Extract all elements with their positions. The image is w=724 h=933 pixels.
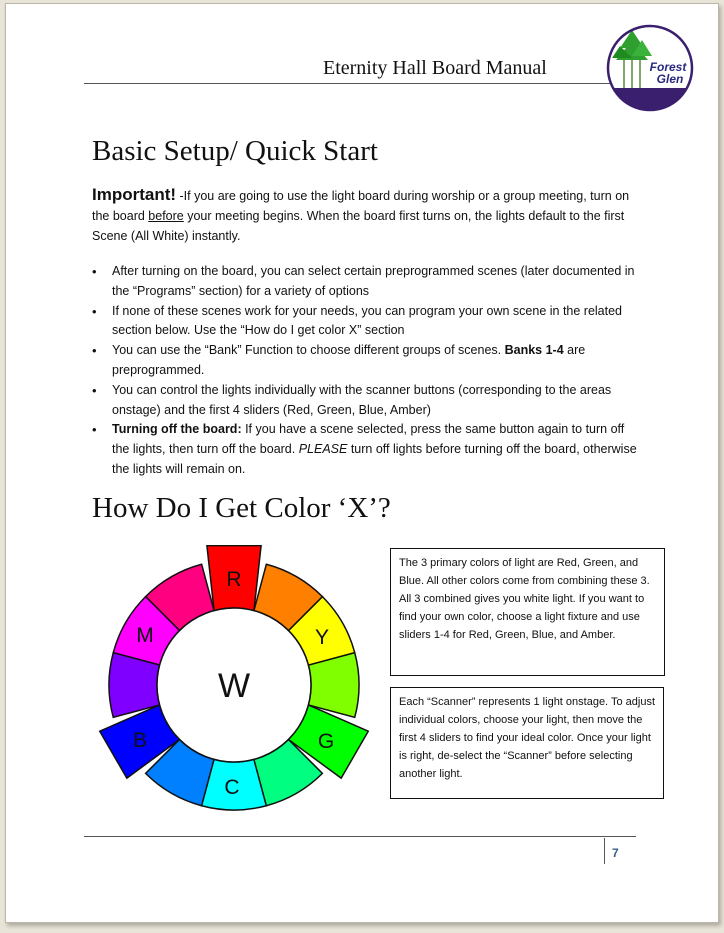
bullet-text: turn off lights before turning off the board, otherwise the lights will remain on. <box>112 442 637 476</box>
wheel-label-blue: B <box>132 729 148 752</box>
bullet-text: If none of these scenes work for your needs, you can program your own scene in the related section below. Use the “How do I get color X” section <box>112 303 623 338</box>
footer-divider <box>604 838 605 864</box>
list-item <box>92 302 637 342</box>
important-paragraph <box>92 185 642 246</box>
section-heading-basic-setup: Basic Setup/ Quick Start <box>92 135 378 167</box>
list-item <box>92 262 637 302</box>
wheel-label-red: R <box>226 568 242 591</box>
list-item <box>92 420 637 479</box>
logo-text-glen: Glen <box>656 72 684 86</box>
list-item <box>92 341 637 381</box>
bullet-text: are preprogrammed. <box>112 343 586 377</box>
important-lead: Important! <box>92 185 177 204</box>
primary-colors-info-box <box>390 548 665 676</box>
bullet-text: After turning on the board, you can select certain preprogrammed scenes (later documented in the “Programs” section) for a variety of options <box>112 264 635 298</box>
important-text-a: -If you are going to use the light board during worship or a group meeting, turn on the board <box>92 189 630 223</box>
scanner-text: Each “Scanner” represents 1 light onstage. To adjust individual colors, choose your light, then move the first 4 sliders to find your ideal color. Once your light is right, de-select the “Scanner” before selecting another light. <box>399 696 656 780</box>
bullet-bold-text: Turning off the board: <box>112 422 242 437</box>
wheel-label-yellow: Y <box>314 626 330 649</box>
scanner-info-box <box>390 687 664 799</box>
color-wheel <box>95 545 375 815</box>
wheel-label-magenta: M <box>136 624 154 647</box>
wheel-label-cyan: C <box>224 776 240 799</box>
list-item <box>92 381 637 421</box>
forest-glen-logo <box>606 24 694 112</box>
logo-text-forest: Forest <box>649 60 687 74</box>
important-text-b: your meeting begins. When the board first turns on, the lights default to the first Scene (All White) instantly. <box>92 209 625 243</box>
header-title: Eternity Hall Board Manual <box>323 57 547 79</box>
primary-colors-text: The 3 primary colors of light are Red, Green, and Blue. All other colors come from combining these 3. All 3 combined gives you white light. If you want to find your own color, choose a light fixture and use sliders 1-4 for Red, Green, Blue, and Amber. <box>399 557 650 641</box>
setup-bullet-list <box>92 262 637 480</box>
bullet-text: You can control the lights individually with the scanner buttons (corresponding to the areas onstage) and the first 4 sliders (Red, Green, Blue, Amber) <box>112 382 612 417</box>
bullet-italic-text: PLEASE <box>298 442 348 457</box>
section-heading-color-x: How Do I Get Color ‘X’? <box>92 492 391 524</box>
page-number: 7 <box>612 846 619 860</box>
bullet-text: You can use the “Bank” Function to choose different groups of scenes. <box>112 343 505 358</box>
wheel-label-white: W <box>217 667 251 705</box>
bullet-bold-text: Banks 1-4 <box>504 343 564 358</box>
important-text-underlined: before <box>148 209 184 223</box>
footer-rule <box>84 836 636 837</box>
wheel-label-green: G <box>317 730 335 753</box>
bullet-text: If you have a scene selected, press the same button again to turn off the lights, then turn off the board. <box>112 422 625 457</box>
header-rule <box>84 83 614 84</box>
